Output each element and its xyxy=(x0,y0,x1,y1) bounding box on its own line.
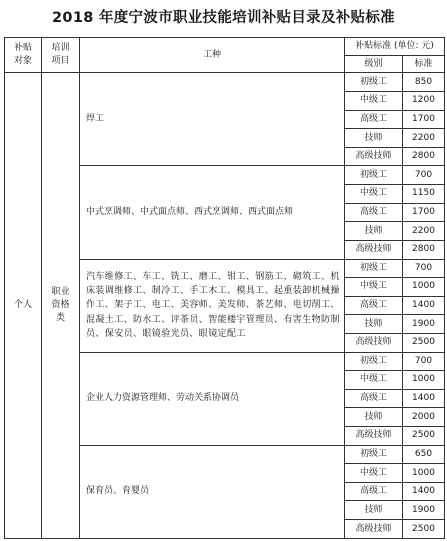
level-cell: 高级技师 xyxy=(345,427,403,446)
standard-cell: 2200 xyxy=(403,129,445,148)
standard-cell: 1000 xyxy=(403,464,445,483)
header-target-line: 对象 xyxy=(13,56,32,67)
work-type-cell: 保育员、育婴员 xyxy=(80,445,345,538)
standard-cell: 1400 xyxy=(403,482,445,501)
level-cell: 技师 xyxy=(345,408,403,427)
standard-cell: 1700 xyxy=(403,110,445,129)
work-type-cell: 汽车维修工、车工、铣工、磨工、钳工、钢筋工、砌筑工、机床装调维修工、制冷工、手工木工、模具工、起重装卸机械操作工、架子工、电工、美容师、美发师、茶艺师、电切削工、混凝土工、防水工、评茶员、智能楼宇管理员、有害生物防制员、保安员、眼镜验光员、眼镜定配工 xyxy=(80,259,345,352)
header-project-line: 项目 xyxy=(51,56,70,67)
level-cell: 高级工 xyxy=(345,110,403,129)
work-type-cell: 企业人力资源管理师、劳动关系协调员 xyxy=(80,352,345,445)
work-type-cell: 焊工 xyxy=(80,73,345,166)
level-cell: 技师 xyxy=(345,222,403,241)
standard-cell: 1400 xyxy=(403,389,445,408)
work-type-cell: 中式烹调师、中式面点师、西式烹调师、西式面点师 xyxy=(80,166,345,259)
level-cell: 高级工 xyxy=(345,389,403,408)
level-cell: 初级工 xyxy=(345,166,403,185)
standard-cell: 2800 xyxy=(403,240,445,259)
level-cell: 初级工 xyxy=(345,352,403,371)
standard-cell: 1900 xyxy=(403,315,445,334)
level-cell: 初级工 xyxy=(345,259,403,278)
subsidy-table xyxy=(4,37,445,539)
table-row xyxy=(5,73,445,92)
standard-cell: 700 xyxy=(403,166,445,185)
level-cell: 高级技师 xyxy=(345,147,403,166)
header-project xyxy=(42,38,80,73)
level-cell: 中级工 xyxy=(345,278,403,297)
level-cell: 中级工 xyxy=(345,185,403,204)
project-line: 职业 xyxy=(51,287,70,298)
level-cell: 中级工 xyxy=(345,464,403,483)
level-cell: 初级工 xyxy=(345,445,403,464)
standard-cell: 1000 xyxy=(403,371,445,390)
header-project-line: 培训 xyxy=(51,43,70,54)
level-cell: 技师 xyxy=(345,315,403,334)
level-cell: 高级技师 xyxy=(345,520,403,539)
level-cell: 中级工 xyxy=(345,371,403,390)
standard-cell: 700 xyxy=(403,352,445,371)
standard-cell: 2800 xyxy=(403,147,445,166)
project-cell xyxy=(42,73,80,539)
standard-cell: 2200 xyxy=(403,222,445,241)
level-cell: 高级工 xyxy=(345,482,403,501)
standard-cell: 650 xyxy=(403,445,445,464)
header-work-type: 工种 xyxy=(80,38,345,73)
level-cell: 中级工 xyxy=(345,92,403,111)
header-standard-group: 补贴标准 (单位: 元) xyxy=(345,38,445,56)
project-line: 资格 xyxy=(51,300,70,311)
page-title: 2018 年度宁波市职业技能培训补贴目录及补贴标准 xyxy=(52,10,395,26)
project-line: 类 xyxy=(55,313,65,324)
header-standard: 标准 xyxy=(403,56,445,73)
header-target xyxy=(5,38,42,73)
standard-cell: 2500 xyxy=(403,427,445,446)
standard-cell: 700 xyxy=(403,259,445,278)
level-cell: 技师 xyxy=(345,501,403,520)
target-cell: 个人 xyxy=(5,73,42,539)
level-cell: 高级工 xyxy=(345,296,403,315)
header-target-line: 补贴 xyxy=(13,43,32,54)
level-cell: 高级工 xyxy=(345,203,403,222)
standard-cell: 1000 xyxy=(403,278,445,297)
level-cell: 初级工 xyxy=(345,73,403,92)
level-cell: 高级技师 xyxy=(345,240,403,259)
standard-cell: 2000 xyxy=(403,408,445,427)
standard-cell: 1900 xyxy=(403,501,445,520)
standard-cell: 1400 xyxy=(403,296,445,315)
level-cell: 高级技师 xyxy=(345,333,403,352)
header-level: 级别 xyxy=(345,56,403,73)
standard-cell: 850 xyxy=(403,73,445,92)
standard-cell: 1150 xyxy=(403,185,445,204)
level-cell: 技师 xyxy=(345,129,403,148)
standard-cell: 2500 xyxy=(403,520,445,539)
standard-cell: 1700 xyxy=(403,203,445,222)
standard-cell: 1200 xyxy=(403,92,445,111)
standard-cell: 2500 xyxy=(403,333,445,352)
